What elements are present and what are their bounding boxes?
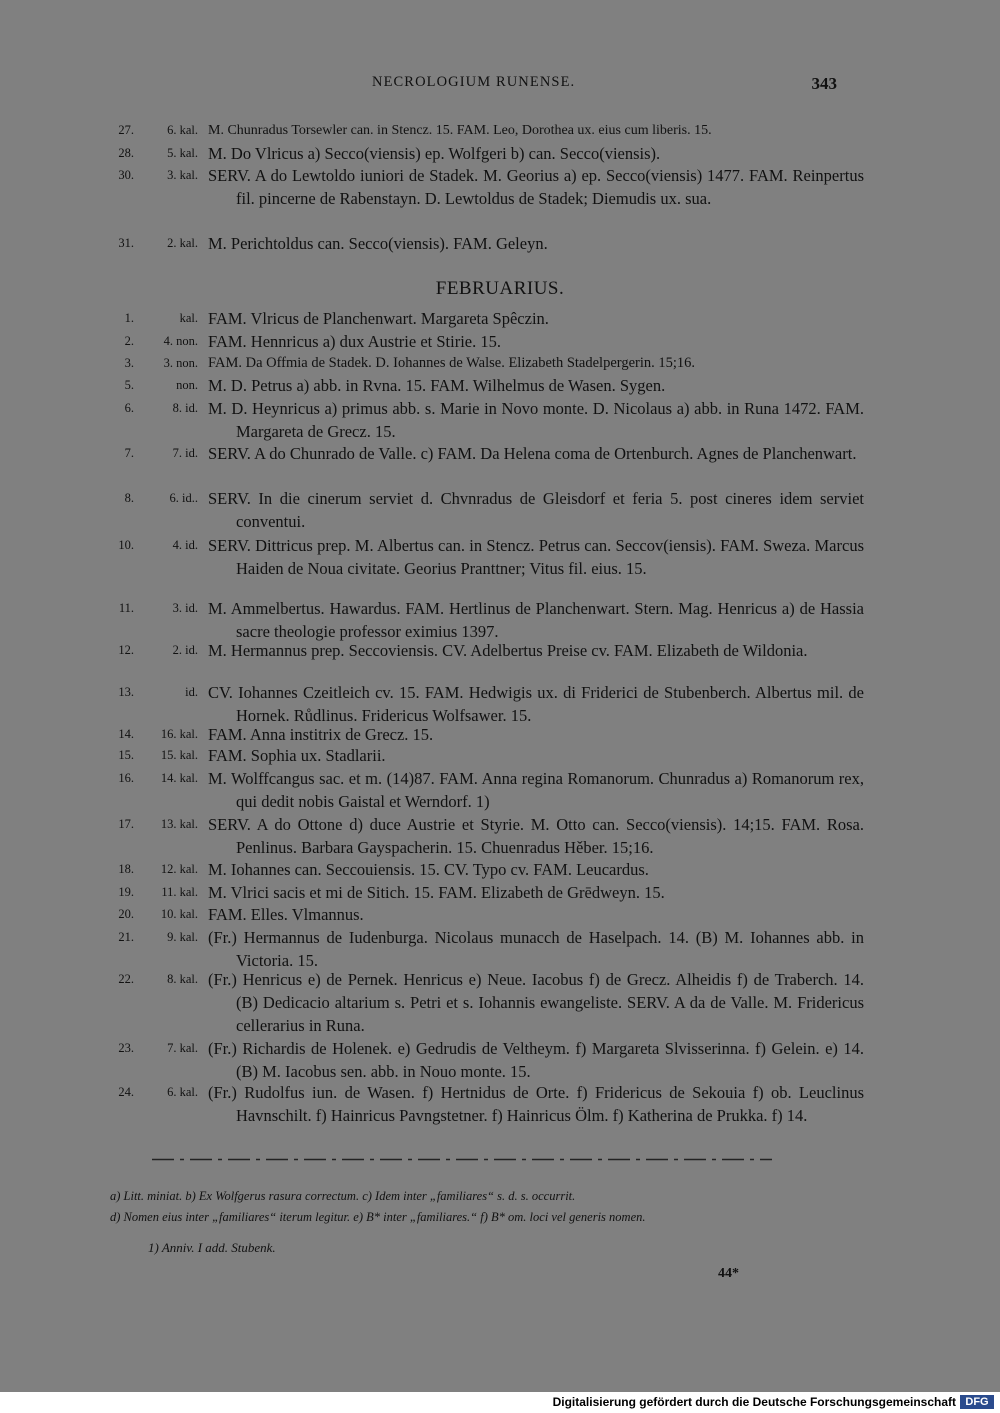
dfg-logo-icon: DFG <box>960 1395 994 1409</box>
entry-text: CV. Iohannes Czeitleich cv. 15. FAM. Hedwigis ux. di Friderici de Stubenberch. Albertus mil. de Hornek. Růdlinus. Fridericus Wolfsawer. 15. <box>208 683 864 725</box>
page-number: 343 <box>811 74 837 93</box>
entry-number: 18. <box>118 862 134 876</box>
entry-date: 8. kal. <box>167 972 198 986</box>
entry-text: SERV. A do Chunrado de Valle. c) FAM. Da Helena coma de Ortenburch. Agnes de Planchenwart. <box>208 444 857 463</box>
entry-date: 6. kal. <box>167 123 198 137</box>
entry-number: 15. <box>118 748 134 762</box>
entry-number: 6. <box>124 401 134 415</box>
entry-number: 24. <box>118 1085 134 1099</box>
entry-number: 8. <box>124 491 134 505</box>
entry-text: M. Perichtoldus can. Secco(viensis). FAM. Geleyn. <box>208 234 548 253</box>
entry-date: 6. id.. <box>169 491 198 505</box>
entry-number: 19. <box>118 885 134 899</box>
entry-date: 3. id. <box>172 601 198 615</box>
entry-date: 2. id. <box>172 643 198 657</box>
entry-number: 5. <box>124 378 134 392</box>
entry-date: 6. kal. <box>167 1085 198 1099</box>
footnote-line: a) Litt. miniat. b) Ex Wolfgerus rasura correctum. c) Idem inter „familiares“ s. d. s. occurrit. <box>110 1189 576 1203</box>
entry-text: M. Hermannus prep. Seccoviensis. CV. Adelbertus Preise cv. FAM. Elizabeth de Wildonia. <box>208 641 808 660</box>
entry-number: 1. <box>124 311 134 325</box>
entry-number: 16. <box>118 771 134 785</box>
entry-date: 3. non. <box>163 356 198 370</box>
entry-date: 10. kal. <box>160 907 198 921</box>
entry-text: FAM. Sophia ux. Stadlarii. <box>208 746 386 765</box>
footnotes <box>110 1186 835 1228</box>
entry-text: M. Wolffcangus sac. et m. (14)87. FAM. Anna regina Romanorum. Chunradus a) Romanorum rex, qui dedit nobis Gaistal et Werndorf. 1) <box>208 769 864 811</box>
dashed-separator <box>152 1158 772 1161</box>
entry-text: (Fr.) Hermannus de Iudenburga. Nicolaus munacch de Haselpach. 14. (B) M. Iohannes abb. in Victoria. 15. <box>208 928 864 970</box>
entry-text: (Fr.) Richardis de Holenek. e) Gedrudis de Veltheym. f) Margareta Slvisserinna. f) Gelein. e) 14. (B) M. Iacobus sen. abb. in Nouo monte. 15. <box>208 1039 864 1081</box>
entry-date: 2. kal. <box>167 236 198 250</box>
page-header <box>0 74 1000 100</box>
entry-text: M. Ammelbertus. Hawardus. FAM. Hertlinus de Planchenwart. Stern. Mag. Henricus a) de Hassia sacre theologie professor eximius 1397. <box>208 599 864 641</box>
entry-number: 31. <box>118 236 134 250</box>
entry-text: (Fr.) Rudolfus iun. de Wasen. f) Hertnidus de Orte. f) Fridericus de Sekouia f) ob. Leuclinus Havnschilt. f) Hainricus Pavngstetner. f) Hainricus Ölm. f) Katherina de Prukka. f) 14. <box>208 1083 864 1125</box>
entry-number: 28. <box>118 146 134 160</box>
entry-number: 22. <box>118 972 134 986</box>
entry-text: M. Iohannes can. Seccouiensis. 15. CV. Typo cv. FAM. Leucardus. <box>208 860 649 879</box>
entry-text: SERV. Dittricus prep. M. Albertus can. in Stencz. Petrus can. Seccov(iensis). FAM. Sweza. Marcus Haiden de Noua civitate. Georius Pranttner; Vitus fil. eius. 15. <box>208 536 864 578</box>
entry-number: 11. <box>118 601 134 615</box>
entry-number: 13. <box>118 685 134 699</box>
footer-bar <box>0 1392 1000 1413</box>
funding-notice: Digitalisierung gefördert durch die Deutsche Forschungsgemeinschaft <box>552 1395 956 1409</box>
running-title: NECROLOGIUM RUNENSE. <box>372 74 576 90</box>
entry-number: 27. <box>118 123 134 137</box>
entry-number: 17. <box>118 817 134 831</box>
entry-text: FAM. Vlricus de Planchenwart. Margareta Spêczin. <box>208 309 549 328</box>
entry-date: 4. id. <box>172 538 198 552</box>
entry-number: 21. <box>118 930 134 944</box>
entry-date: 13. kal. <box>160 817 198 831</box>
entry-text: FAM. Elles. Vlmannus. <box>208 905 364 924</box>
entry-number: 7. <box>124 446 134 460</box>
entry-date: 7. id. <box>172 446 198 460</box>
entry-date: 4. non. <box>163 334 198 348</box>
dash-rule <box>152 1158 772 1161</box>
entry-text: M. D. Heynricus a) primus abb. s. Marie in Novo monte. D. Nicolaus a) abb. in Runa 1472. FAM. Margareta de Grecz. 15. <box>208 399 864 441</box>
entry-number: 20. <box>118 907 134 921</box>
entry-number: 12. <box>118 643 134 657</box>
entry-text: SERV. A do Lewtoldo iuniori de Stadek. M. Georius a) ep. Secco(viensis) 1477. FAM. Reinpertus fil. pincerne de Rabenstayn. D. Lewtoldus de Stadek; Diemudis ux. sua. <box>208 166 864 208</box>
entry-date: 8. id. <box>172 401 198 415</box>
entry-date: non. <box>176 378 198 392</box>
entry-number: 10. <box>118 538 134 552</box>
entry-number: 3. <box>124 356 134 370</box>
entry-text: M. Vlrici sacis et mi de Sitich. 15. FAM. Elizabeth de Grēdweyn. 15. <box>208 883 665 902</box>
entry-number: 2. <box>124 334 134 348</box>
entry-number: 23. <box>118 1041 134 1055</box>
entry-text: SERV. A do Ottone d) duce Austrie et Styrie. M. Otto can. Secco(viensis). 14;15. FAM. Rosa. Penlinus. Barbara Gayspacherin. 15. Chuenradus Hěber. 15;16. <box>208 815 864 857</box>
entry-date: kal. <box>179 311 198 325</box>
entry-date: 12. kal. <box>160 862 198 876</box>
signature-mark: 44* <box>718 1266 739 1281</box>
entry-date: id. <box>185 685 198 699</box>
entry-text: M. D. Petrus a) abb. in Rvna. 15. FAM. Wilhelmus de Wasen. Sygen. <box>208 376 666 395</box>
entry-date: 3. kal. <box>167 168 198 182</box>
entry-date: 9. kal. <box>167 930 198 944</box>
entry-number: 30. <box>118 168 134 182</box>
entry-date: 5. kal. <box>167 146 198 160</box>
entry-date: 11. kal. <box>161 885 198 899</box>
entry-text: FAM. Anna institrix de Grecz. 15. <box>208 725 434 744</box>
entry-text: (Fr.) Henricus e) de Pernek. Henricus e) Neue. Iacobus f) de Grecz. Alheidis f) de Traberch. 14. (B) Dedicacio altarium s. Petri et s. Iohannis ewangeliste. SERV. A da de Valle. M. Fridericus cellerarius in Runa. <box>208 970 864 1035</box>
entry-date: 16. kal. <box>160 727 198 741</box>
entry-text: M. Chunradus Torsewler can. in Stencz. 15. FAM. Leo, Dorothea ux. eius cum liberis. 15. <box>208 123 712 138</box>
entry-date: 7. kal. <box>167 1041 198 1055</box>
entry-text: M. Do Vlricus a) Secco(viensis) ep. Wolfgeri b) can. Secco(viensis). <box>208 144 661 163</box>
annotation-note: 1) Anniv. I add. Stubenk. <box>148 1240 276 1255</box>
entry-number: 14. <box>118 727 134 741</box>
entry-date: 14. kal. <box>160 771 198 785</box>
entry-text: SERV. In die cinerum serviet d. Chvnradus de Gleisdorf et feria 5. post cineres idem serviet conventui. <box>208 489 864 531</box>
entry-text: FAM. Da Offmia de Stadek. D. Iohannes de Walse. Elizabeth Stadelpergerin. 15;16. <box>208 355 696 371</box>
month-heading: FEBRUARIUS. <box>435 278 565 299</box>
entry-date: 15. kal. <box>160 748 198 762</box>
footnote-line: d) Nomen eius inter „familiares“ iterum legitur. e) B* inter „familiares.“ f) B* om. loci vel generis nomen. <box>110 1210 646 1224</box>
entry-text: FAM. Hennricus a) dux Austrie et Stirie. 15. <box>208 332 501 351</box>
